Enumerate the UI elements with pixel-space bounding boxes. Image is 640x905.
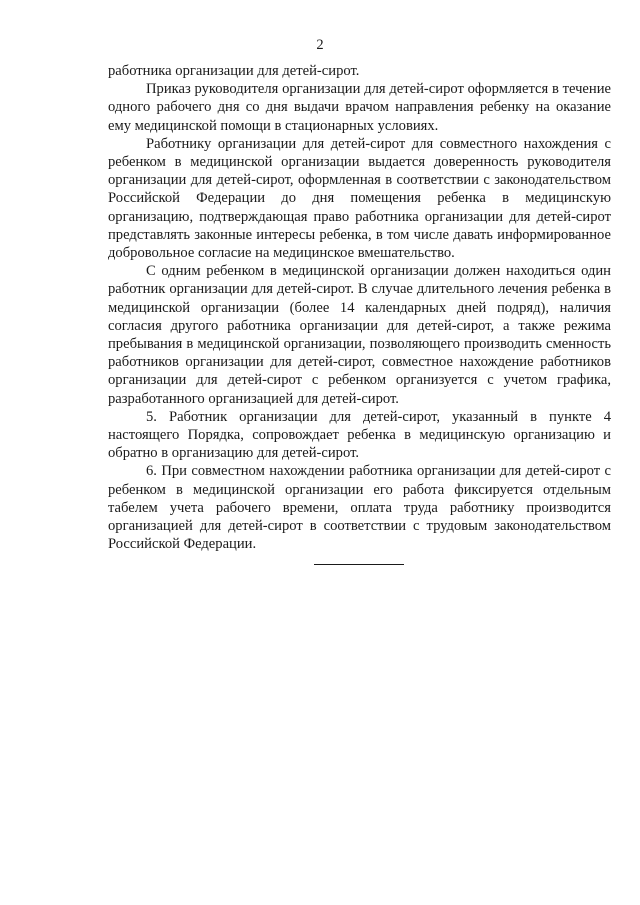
paragraph-one-worker-per-child: С одним ребенком в медицинской организации должен находиться один работник организации для детей-сирот. В случае длительного лечения ребенка в медицинской организации (более 14 календарных дней подряд), наличия согласия другого работника организации для детей-сирот, а также режима пребывания в медицинской организации, позволяющего производить сменность работников организации для детей-сирот, совместное нахождение работников организации для детей-сирот с ребенком организуется с учетом графика, разработанного организацией для детей-сирот.: [108, 263, 611, 407]
page-number: 2: [316, 37, 324, 53]
paragraph-item-6: 6. При совместном нахождении работника организации для детей-сирот с ребенком в медицинской организации его работа фиксируется отдельным табелем учета рабочего времени, оплата труда работнику производится организацией для детей-сирот в соответствии с трудовым законодательством Российской Федерации.: [108, 463, 611, 553]
end-of-document-rule: [314, 564, 404, 565]
document-body: [108, 62, 611, 553]
paragraph-item-5: 5. Работник организации для детей-сирот, указанный в пункте 4 настоящего Порядка, сопровождает ребенка в медицинскую организацию и обратно в организацию для детей-сирот.: [108, 408, 611, 462]
paragraph-power-of-attorney: Работнику организации для детей-сирот для совместного нахождения с ребенком в медицинской организации выдается доверенность руководителя организации для детей-сирот, оформленная в соответствии с законодательством Российской Федерации до дня помещения ребенка в медицинскую организацию, подтверждающая право работника организации для детей-сирот представлять законные интересы ребенка, в том числе давать информированное добровольное согласие на медицинское вмешательство.: [108, 135, 611, 262]
paragraph-order-issuance: Приказ руководителя организации для детей-сирот оформляется в течение одного рабочего дня со дня выдачи врачом направления ребенку на оказание ему медицинской помощи в стационарных условиях.: [108, 81, 611, 134]
paragraph-continuation: работника организации для детей-сирот.: [108, 63, 360, 79]
